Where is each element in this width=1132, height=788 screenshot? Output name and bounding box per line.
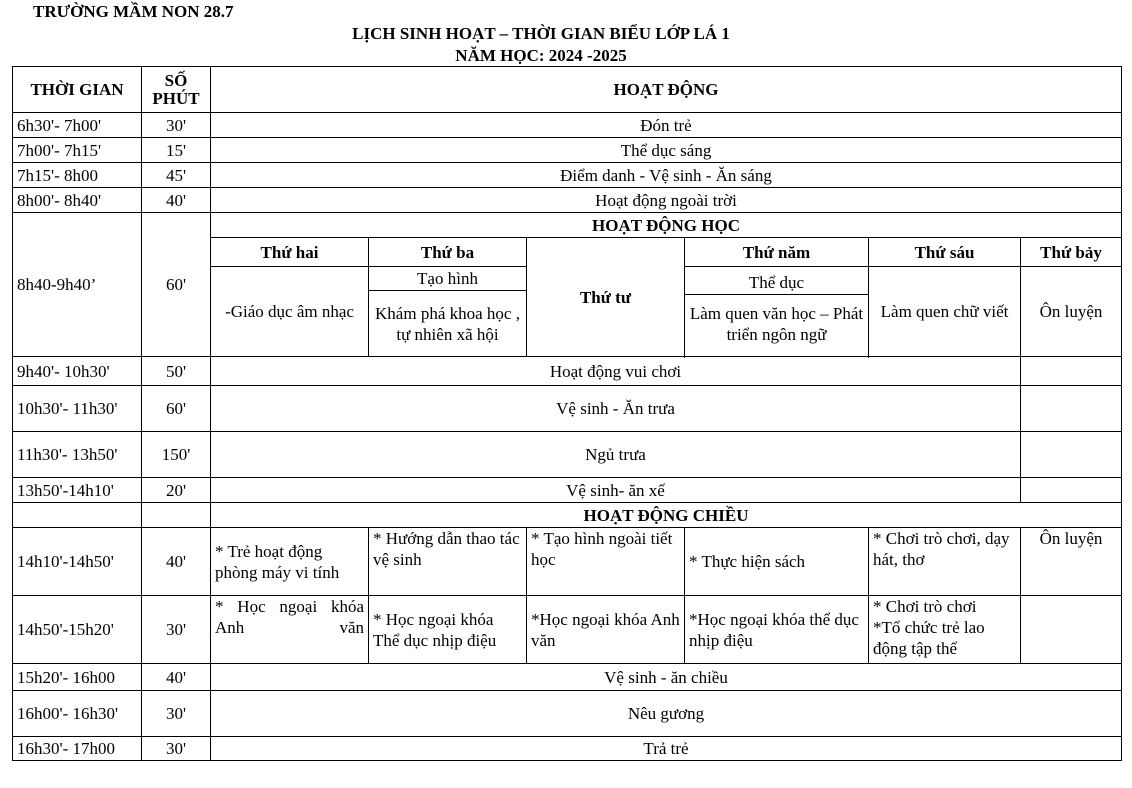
table-row bbox=[13, 478, 1122, 503]
afternoon-tuesday: * Học ngoại khóa Thể dục nhịp điệu bbox=[369, 596, 527, 664]
afternoon-thursday: * Thực hiện sách bbox=[685, 528, 869, 596]
col-header-minutes-line1: SỐ bbox=[164, 70, 188, 90]
afternoon-heading: HOẠT ĐỘNG CHIỀU bbox=[211, 503, 1122, 528]
time-cell: 14h50'-15h20' bbox=[13, 596, 142, 664]
time-cell: 11h30'- 13h50' bbox=[13, 432, 142, 478]
schedule-table bbox=[12, 66, 1122, 761]
minutes-cell: 150' bbox=[142, 432, 211, 478]
day-tuesday: Thứ ba bbox=[369, 238, 527, 267]
saturday-empty-cell bbox=[1021, 357, 1122, 386]
study-monday: -Giáo dục âm nhạc bbox=[211, 267, 369, 357]
afternoon-friday-line2: *Tổ chức trẻ lao động tập thể bbox=[873, 618, 985, 658]
day-wednesday: Thứ tư bbox=[527, 238, 685, 357]
table-row bbox=[13, 691, 1122, 737]
activity-cell: Điểm danh - Vệ sinh - Ăn sáng bbox=[211, 163, 1122, 188]
activity-cell: Trả trẻ bbox=[211, 737, 1122, 761]
study-heading: HOẠT ĐỘNG HỌC bbox=[211, 213, 1122, 238]
table-row bbox=[13, 386, 1122, 432]
time-cell: 15h20'- 16h00 bbox=[13, 664, 142, 691]
study-thursday-b: Làm quen văn học – Phát triển ngôn ngữ bbox=[689, 303, 864, 344]
day-thursday: Thứ năm bbox=[685, 238, 869, 267]
minutes-cell: 40' bbox=[142, 528, 211, 596]
minutes-cell: 30' bbox=[142, 113, 211, 138]
minutes-cell: 20' bbox=[142, 478, 211, 503]
minutes-cell: 30' bbox=[142, 737, 211, 761]
afternoon-heading-row bbox=[13, 503, 1122, 528]
afternoon-saturday: Ôn luyện bbox=[1021, 528, 1122, 596]
afternoon-monday: * Học ngoại khóa Anh văn bbox=[211, 596, 369, 664]
day-friday: Thứ sáu bbox=[869, 238, 1021, 267]
time-cell: 7h15'- 8h00 bbox=[13, 163, 142, 188]
time-cell: 9h40'- 10h30' bbox=[13, 357, 142, 386]
table-row bbox=[13, 737, 1122, 761]
afternoon-thursday: *Học ngoại khóa thể dục nhịp điệu bbox=[685, 596, 869, 664]
activity-cell: Ngủ trưa bbox=[211, 432, 1021, 478]
table-row bbox=[13, 432, 1122, 478]
time-cell: 14h10'-14h50' bbox=[13, 528, 142, 596]
day-saturday: Thứ bảy bbox=[1021, 238, 1122, 267]
document-title: LỊCH SINH HOẠT – THỜI GIAN BIỂU LỚP LÁ 1 bbox=[352, 24, 730, 43]
activity-cell: Nêu gương bbox=[211, 691, 1122, 737]
study-tuesday-a: Tạo hình bbox=[369, 267, 527, 291]
saturday-empty-cell bbox=[1021, 386, 1122, 432]
time-cell: 13h50'-14h10' bbox=[13, 478, 142, 503]
minutes-cell: 50' bbox=[142, 357, 211, 386]
minutes-cell: 15' bbox=[142, 138, 211, 163]
afternoon-row bbox=[13, 528, 1122, 596]
school-name: TRƯỜNG MẦM NON 28.7 bbox=[33, 2, 234, 21]
saturday-empty-cell bbox=[1021, 478, 1122, 503]
time-cell: 8h00'- 8h40' bbox=[13, 188, 142, 213]
saturday-empty-cell bbox=[1021, 432, 1122, 478]
afternoon-wednesday: * Tạo hình ngoài tiết học bbox=[527, 528, 685, 596]
minutes-cell: 60' bbox=[142, 386, 211, 432]
table-row bbox=[13, 664, 1122, 691]
study-saturday: Ôn luyện bbox=[1021, 267, 1122, 357]
time-cell: 7h00'- 7h15' bbox=[13, 138, 142, 163]
study-minutes-cell: 60' bbox=[142, 213, 211, 357]
table-row bbox=[13, 138, 1122, 163]
table-row bbox=[13, 357, 1122, 386]
time-cell: 6h30'- 7h00' bbox=[13, 113, 142, 138]
saturday-empty-cell bbox=[1021, 596, 1122, 664]
activity-cell: Hoạt động ngoài trời bbox=[211, 188, 1122, 213]
time-cell: 10h30'- 11h30' bbox=[13, 386, 142, 432]
table-row bbox=[13, 113, 1122, 138]
activity-cell: Hoạt động vui chơi bbox=[211, 357, 1021, 386]
afternoon-wednesday: *Học ngoại khóa Anh văn bbox=[527, 596, 685, 664]
study-time-cell: 8h40-9h40’ bbox=[13, 213, 142, 357]
afternoon-monday: * Trẻ hoạt động phòng máy vi tính bbox=[211, 528, 369, 596]
minutes-cell: 40' bbox=[142, 188, 211, 213]
activity-cell: Vệ sinh- ăn xế bbox=[211, 478, 1021, 503]
time-cell: 16h00'- 16h30' bbox=[13, 691, 142, 737]
minutes-cell: 30' bbox=[142, 596, 211, 664]
col-header-activity: HOẠT ĐỘNG bbox=[211, 67, 1122, 113]
afternoon-friday-line1: * Chơi trò chơi bbox=[873, 597, 977, 616]
day-monday: Thứ hai bbox=[211, 238, 369, 267]
afternoon-friday bbox=[869, 596, 1021, 664]
study-friday: Làm quen chữ viết bbox=[869, 267, 1021, 357]
study-thursday-wrap bbox=[685, 267, 869, 357]
school-year: NĂM HỌC: 2024 -2025 bbox=[455, 46, 627, 65]
header-row bbox=[13, 67, 1122, 113]
activity-cell: Đón trẻ bbox=[211, 113, 1122, 138]
afternoon-friday: * Chơi trò chơi, dạy hát, thơ bbox=[869, 528, 1021, 596]
afternoon-row bbox=[13, 596, 1122, 664]
col-header-time: THỜI GIAN bbox=[13, 67, 142, 113]
empty-cell bbox=[142, 503, 211, 528]
empty-cell bbox=[13, 503, 142, 528]
study-tuesday-b: Khám phá khoa học , tự nhiên xã hội bbox=[369, 291, 527, 357]
afternoon-tuesday: * Hướng dẫn thao tác vệ sinh bbox=[369, 528, 527, 596]
table-row bbox=[13, 188, 1122, 213]
activity-cell: Vệ sinh - ăn chiều bbox=[211, 664, 1122, 691]
study-heading-row bbox=[13, 213, 1122, 238]
activity-cell: Thể dục sáng bbox=[211, 138, 1122, 163]
activity-cell: Vệ sinh - Ăn trưa bbox=[211, 386, 1021, 432]
minutes-cell: 40' bbox=[142, 664, 211, 691]
minutes-cell: 45' bbox=[142, 163, 211, 188]
study-thursday-a: Thể dục bbox=[685, 271, 868, 295]
minutes-cell: 30' bbox=[142, 691, 211, 737]
col-header-minutes bbox=[142, 67, 211, 113]
time-cell: 16h30'- 17h00 bbox=[13, 737, 142, 761]
table-row bbox=[13, 163, 1122, 188]
col-header-minutes-line2: PHÚT bbox=[152, 88, 200, 108]
